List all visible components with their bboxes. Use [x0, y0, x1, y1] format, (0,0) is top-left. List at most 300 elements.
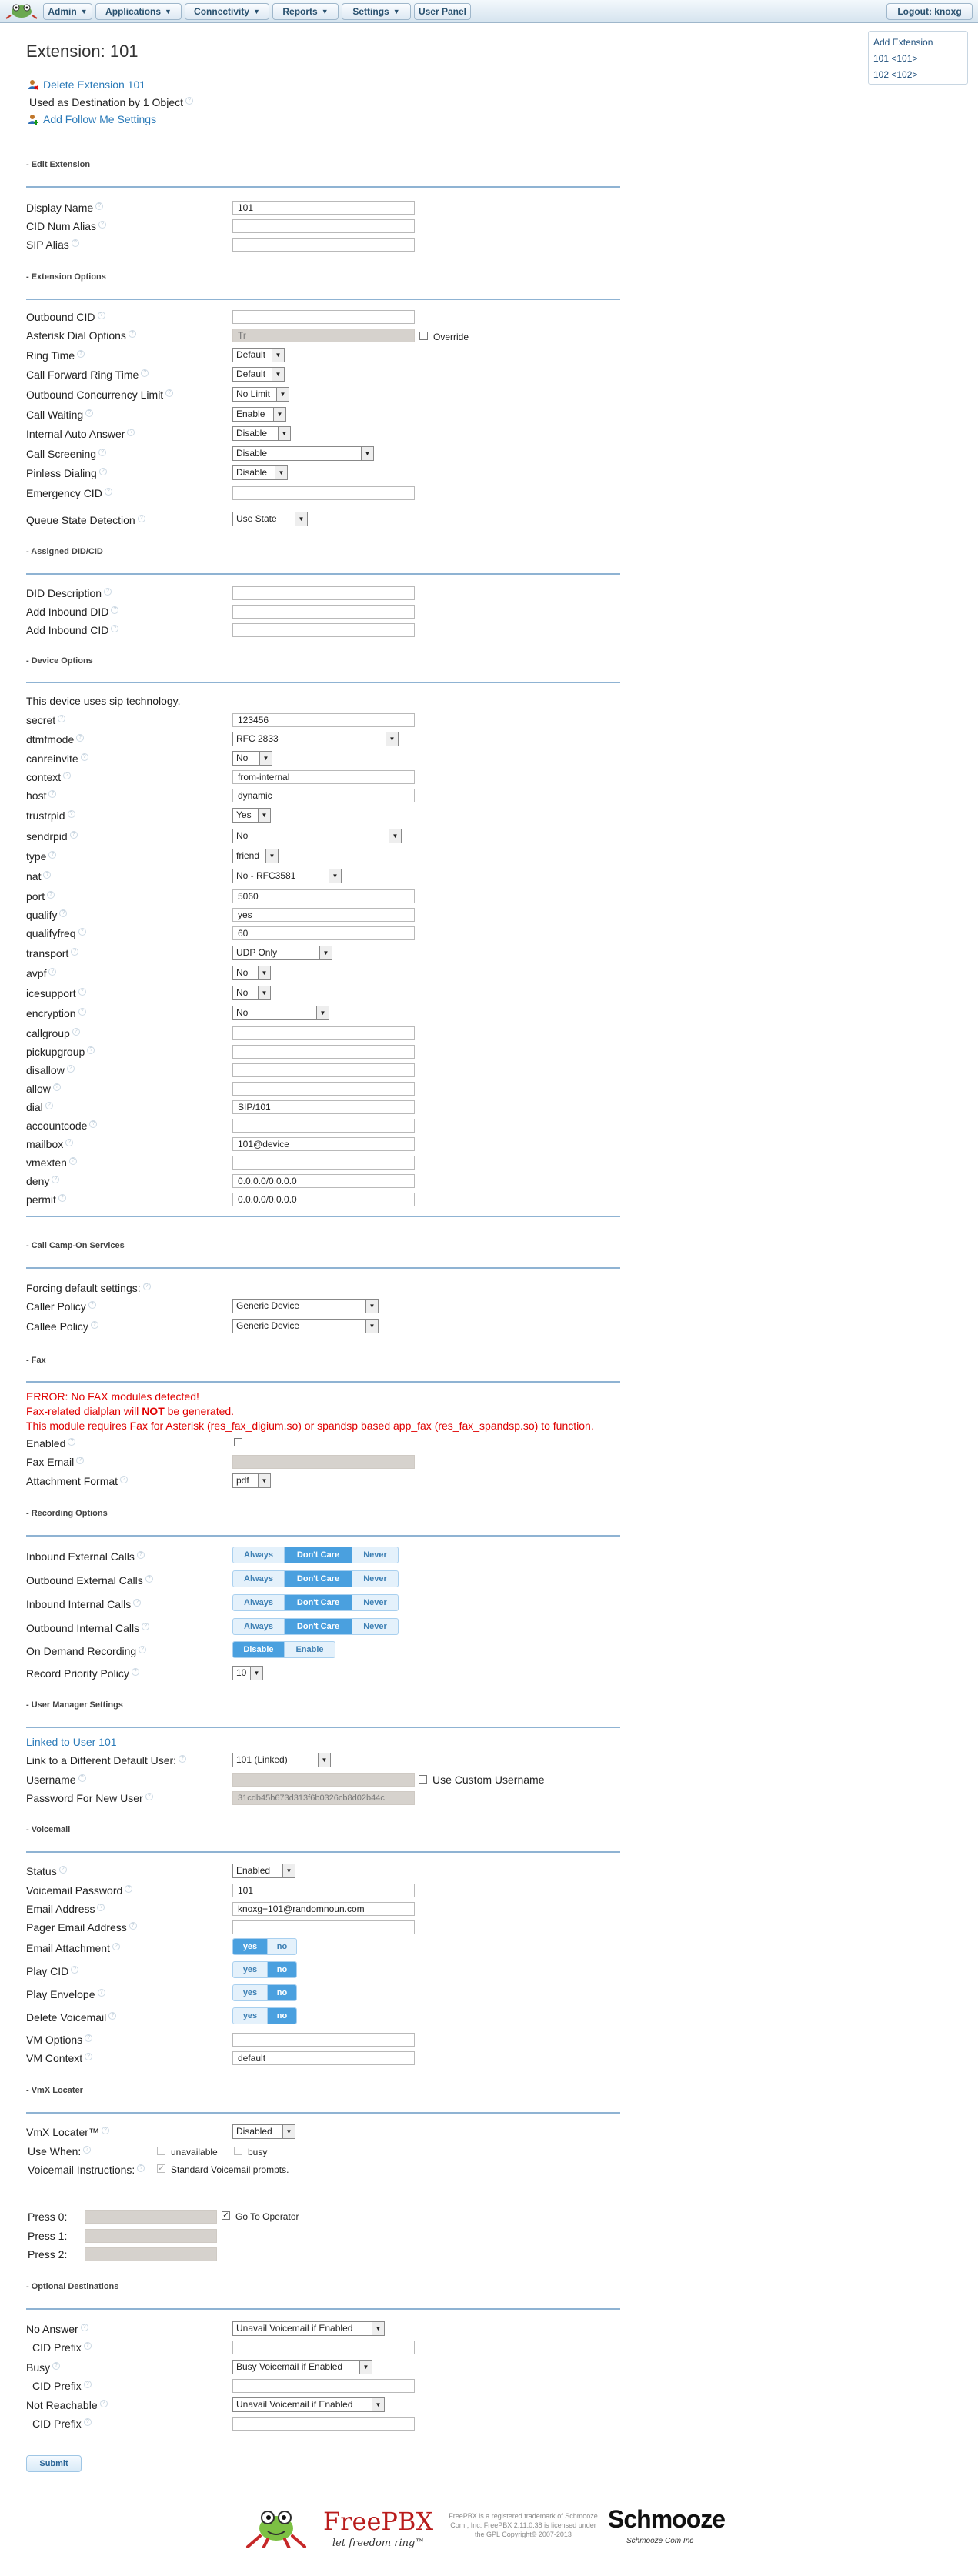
emergency-cid-input[interactable] [232, 486, 415, 500]
help-icon[interactable]: ? [48, 968, 56, 976]
override-label: Override [433, 332, 469, 342]
deny-label: deny ? [26, 1175, 59, 1187]
help-icon[interactable]: ? [100, 2400, 108, 2407]
user-add-icon [28, 114, 38, 125]
concurrency-limit-label: Outbound Concurrency Limit ? [26, 389, 173, 401]
help-icon[interactable]: ? [84, 2342, 92, 2350]
vm-instructions-label: Voicemail Instructions: ? [28, 2164, 145, 2176]
dtmfmode-select[interactable]: RFC 2833 ▼ [232, 732, 399, 746]
delete-voicemail-radio [232, 2007, 297, 2024]
cid-prefix-label: CID Prefix ? [32, 2380, 92, 2392]
help-icon[interactable]: ? [48, 851, 56, 859]
qualify-input[interactable]: yes [232, 908, 415, 922]
radio-no[interactable]: no [267, 1962, 296, 1977]
fax-email-input [232, 1455, 415, 1469]
help-icon[interactable]: ? [81, 753, 88, 761]
section-edit-extension[interactable]: - Edit Extension [26, 160, 91, 169]
help-icon[interactable]: ? [48, 790, 56, 798]
help-icon[interactable]: ? [127, 429, 135, 436]
nav-connectivity[interactable]: Connectivity ▼ [185, 3, 269, 20]
pickupgroup-label: pickupgroup ? [26, 1046, 95, 1058]
radio-no[interactable]: no [267, 1939, 296, 1954]
section-divider [26, 1267, 620, 1269]
forcing-default-text: Forcing default settings: ? [26, 1282, 151, 1294]
nat-select[interactable]: No - RFC3581 ▼ [232, 869, 342, 883]
busy-label: busy [248, 2147, 268, 2157]
radio-dont-care[interactable]: Don't Care [284, 1619, 352, 1634]
help-icon[interactable]: ? [165, 389, 173, 397]
help-icon[interactable]: ? [84, 2418, 92, 2426]
logout-button[interactable]: Logout: knoxg [886, 3, 973, 20]
vm-status-select[interactable]: Enabled ▼ [232, 1864, 295, 1878]
dial-label: dial ? [26, 1101, 53, 1113]
radio-dont-care[interactable]: Don't Care [284, 1595, 352, 1610]
radio-always[interactable]: Always [244, 1550, 273, 1560]
help-icon[interactable]: ? [72, 239, 79, 247]
help-icon[interactable]: ? [133, 1599, 141, 1607]
help-icon[interactable]: ? [98, 1989, 105, 1997]
not-reachable-cid-prefix-input[interactable] [232, 2417, 415, 2431]
help-icon[interactable]: ? [129, 1922, 137, 1930]
dtmfmode-label: dtmfmode ? [26, 733, 84, 746]
help-icon[interactable]: ? [137, 2164, 145, 2172]
radio-never[interactable]: Never [352, 1547, 398, 1563]
help-icon[interactable]: ? [58, 1194, 66, 1202]
help-icon[interactable]: ? [65, 1139, 73, 1146]
used-as-destination-text: Used as Destination by 1 Object ? [29, 96, 193, 108]
caller-policy-select[interactable]: Generic Device ▼ [232, 1299, 379, 1313]
help-icon[interactable]: ? [105, 488, 112, 496]
help-icon[interactable]: ? [83, 2146, 91, 2154]
help-icon[interactable]: ? [91, 1321, 98, 1329]
radio-never[interactable]: Never [352, 1619, 398, 1634]
help-icon[interactable]: ? [59, 1866, 67, 1874]
section-recording-options[interactable]: - Recording Options [26, 1509, 108, 1518]
pinless-dialing-label: Pinless Dialing ? [26, 467, 107, 479]
record-priority-select[interactable]: 10 ▼ [232, 1666, 263, 1680]
help-icon[interactable]: ? [138, 515, 145, 522]
chevron-down-icon: ▼ [253, 8, 260, 15]
help-icon[interactable]: ? [78, 1008, 86, 1016]
help-icon[interactable]: ? [76, 1457, 84, 1464]
host-label: host ? [26, 789, 56, 802]
help-icon[interactable]: ? [102, 2127, 109, 2134]
help-icon[interactable]: ? [111, 625, 118, 632]
ring-time-label: Ring Time ? [26, 349, 85, 362]
callgroup-input[interactable] [232, 1026, 415, 1040]
attachment-format-label: Attachment Format ? [26, 1475, 128, 1487]
vm-pager-email-label: Pager Email Address ? [26, 1921, 137, 1934]
accountcode-input[interactable] [232, 1119, 415, 1133]
permit-input[interactable]: 0.0.0.0/0.0.0.0 [232, 1193, 415, 1206]
help-icon[interactable]: ? [81, 2324, 88, 2331]
extension-list-sidebar [868, 31, 968, 85]
qualify-label: qualify ? [26, 909, 67, 921]
queue-state-select[interactable]: Use State ▼ [232, 512, 308, 526]
default-user-select[interactable]: 101 (Linked) ▼ [232, 1753, 331, 1767]
help-icon[interactable]: ? [63, 772, 71, 779]
type-label: type ? [26, 850, 56, 863]
help-icon[interactable]: ? [71, 948, 78, 956]
play-envelope-radio [232, 1984, 297, 2001]
type-select[interactable]: friend ▼ [232, 849, 279, 863]
help-icon[interactable]: ? [84, 2381, 92, 2388]
help-icon[interactable]: ? [132, 1668, 139, 1676]
deny-input[interactable]: 0.0.0.0/0.0.0.0 [232, 1174, 415, 1188]
sidebar-item-102[interactable]: 102 <102> [873, 69, 918, 80]
freepbx-tagline: let freedom ring™ [332, 2538, 426, 2549]
section-divider [26, 2112, 620, 2114]
emergency-cid-label: Emergency CID ? [26, 487, 112, 499]
outbound-cid-input[interactable] [232, 310, 415, 324]
section-divider [26, 299, 620, 300]
inbound-internal-calls-label: Inbound Internal Calls ? [26, 1598, 141, 1610]
radio-always[interactable]: Always [244, 1598, 273, 1607]
unavailable-label: unavailable [171, 2147, 218, 2157]
help-icon[interactable]: ? [112, 1943, 120, 1950]
fax-enabled-label: Enabled ? [26, 1437, 75, 1450]
help-icon[interactable]: ? [98, 312, 105, 319]
outbound-external-calls-radio [232, 1570, 399, 1587]
concurrency-limit-select[interactable]: No Limit ▼ [232, 387, 289, 402]
section-optional-destinations[interactable]: - Optional Destinations [26, 2282, 119, 2291]
help-icon[interactable]: ? [77, 350, 85, 358]
radio-always[interactable]: Always [244, 1622, 273, 1631]
outbound-internal-calls-radio [232, 1618, 399, 1635]
vm-email-label: Email Address ? [26, 1903, 105, 1915]
help-icon[interactable]: ? [143, 1283, 151, 1290]
nav-admin[interactable]: Admin ▼ [43, 3, 92, 20]
cid-prefix-label: CID Prefix ? [32, 2341, 92, 2354]
section-call-camp-on[interactable]: - Call Camp-On Services [26, 1241, 125, 1250]
top-nav-bar [0, 0, 978, 23]
footer-legal-text: FreePBX is a registered trademark of Schmooze Com., Inc. FreePBX 2.11.0.38 is licensed under the GPL Copyright© 2007-2013 [449, 2512, 598, 2538]
radio-never[interactable]: Never [352, 1595, 398, 1610]
help-icon[interactable]: ? [43, 871, 51, 879]
help-icon[interactable]: ? [97, 1904, 105, 1911]
help-icon[interactable]: ? [85, 2034, 92, 2042]
port-input[interactable]: 5060 [232, 889, 415, 903]
help-icon[interactable]: ? [87, 1046, 95, 1054]
play-cid-label: Play CID ? [26, 1965, 78, 1977]
help-icon[interactable]: ? [99, 468, 107, 475]
device-technology-text: This device uses sip technology. [26, 695, 181, 707]
transport-label: transport ? [26, 947, 78, 959]
ring-time-select[interactable]: Default ▼ [232, 348, 285, 362]
nav-applications[interactable]: Applications ▼ [95, 3, 182, 20]
section-extension-options[interactable]: - Extension Options [26, 272, 106, 282]
radio-never[interactable]: Never [352, 1571, 398, 1587]
user-delete-icon [28, 79, 38, 90]
radio-dont-care[interactable]: Don't Care [284, 1571, 352, 1587]
mailbox-label: mailbox ? [26, 1138, 73, 1150]
caller-policy-label: Caller Policy ? [26, 1300, 96, 1313]
help-icon[interactable]: ? [58, 715, 65, 722]
sidebar-item-add-extension[interactable]: Add Extension [873, 37, 933, 48]
help-icon[interactable]: ? [145, 1575, 153, 1583]
radio-enable[interactable]: Enable [284, 1642, 335, 1657]
encryption-select[interactable]: No ▼ [232, 1006, 329, 1020]
radio-yes[interactable]: yes [242, 2011, 258, 2020]
go-to-operator-label: Go To Operator [235, 2211, 299, 2222]
vmexten-label: vmexten ? [26, 1156, 77, 1169]
pinless-dialing-select[interactable]: Disable ▼ [232, 465, 288, 480]
inbound-external-calls-label: Inbound External Calls ? [26, 1550, 145, 1563]
outbound-cid-label: Outbound CID ? [26, 311, 105, 323]
add-follow-me-link[interactable]: Add Follow Me Settings [28, 113, 156, 125]
trustrpid-select[interactable]: Yes ▼ [232, 808, 271, 823]
section-voicemail[interactable]: - Voicemail [26, 1825, 71, 1834]
fax-error-message: ERROR: No FAX modules detected! [26, 1390, 199, 1403]
section-divider [26, 682, 620, 683]
call-waiting-select[interactable]: Enable ▼ [232, 407, 286, 422]
section-divider [26, 1381, 620, 1383]
chevron-down-icon: ▼ [321, 8, 329, 15]
freepbx-frog-logo-icon [245, 2505, 308, 2548]
use-when-label: Use When: ? [28, 2145, 91, 2157]
help-icon[interactable]: ? [67, 1065, 75, 1073]
custom-username-label: Use Custom Username [432, 1774, 545, 1786]
nat-label: nat ? [26, 870, 51, 883]
help-icon[interactable]: ? [71, 1966, 78, 1974]
press-0-label: Press 0: [28, 2211, 68, 2223]
add-inbound-did-input[interactable] [232, 605, 415, 619]
help-icon[interactable]: ? [52, 1176, 59, 1183]
help-icon[interactable]: ? [52, 2362, 60, 2370]
section-fax[interactable]: - Fax [26, 1356, 46, 1365]
asterisk-dial-options-label: Asterisk Dial Options ? [26, 329, 136, 342]
vm-options-input[interactable] [232, 2033, 415, 2047]
help-icon[interactable]: ? [85, 2053, 92, 2060]
schmooze-logo[interactable]: Schmooze [608, 2505, 726, 2533]
did-description-input[interactable] [232, 586, 415, 600]
queue-state-label: Queue State Detection ? [26, 514, 145, 526]
avpf-select[interactable]: No ▼ [232, 966, 271, 980]
help-icon[interactable]: ? [78, 928, 86, 936]
username-label: Username ? [26, 1774, 86, 1786]
linked-user-link[interactable]: Linked to User 101 [26, 1736, 117, 1748]
help-icon[interactable]: ? [120, 1476, 128, 1483]
display-name-label: Display Name ? [26, 202, 103, 214]
sip-alias-input[interactable] [232, 238, 415, 252]
help-icon[interactable]: ? [95, 202, 103, 210]
help-icon[interactable]: ? [98, 221, 106, 229]
trustrpid-label: trustrpid ? [26, 809, 75, 822]
nav-user-panel[interactable]: User Panel [414, 3, 471, 20]
vm-context-input[interactable]: default [232, 2051, 415, 2065]
add-inbound-cid-input[interactable] [232, 623, 415, 637]
section-assigned-did[interactable]: - Assigned DID/CID [26, 547, 103, 556]
delete-extension-link[interactable]: Delete Extension 101 [28, 78, 145, 91]
nav-reports[interactable]: Reports ▼ [272, 3, 339, 20]
busy-cid-prefix-input[interactable] [232, 2379, 415, 2393]
play-envelope-label: Play Envelope ? [26, 1988, 105, 2000]
help-icon[interactable]: ? [139, 1646, 146, 1653]
radio-disable[interactable]: Disable [233, 1642, 284, 1657]
section-divider [26, 186, 620, 188]
vm-email-input[interactable]: knoxg+101@randomnoun.com [232, 1902, 415, 1916]
pickupgroup-input[interactable] [232, 1045, 415, 1059]
record-priority-label: Record Priority Policy ? [26, 1667, 139, 1680]
password-new-user-label: Password For New User ? [26, 1792, 153, 1804]
press-1-input [85, 2229, 217, 2243]
schmooze-subtitle: Schmooze Com Inc [626, 2537, 694, 2545]
busy-select[interactable]: Busy Voicemail if Enabled ▼ [232, 2360, 372, 2374]
secret-input[interactable]: 123456 [232, 713, 415, 727]
help-icon[interactable]: ? [45, 1102, 53, 1109]
help-icon[interactable]: ? [137, 1551, 145, 1559]
allow-input[interactable] [232, 1082, 415, 1096]
help-icon[interactable]: ? [78, 1774, 86, 1782]
cf-ring-time-label: Call Forward Ring Time ? [26, 369, 149, 381]
no-answer-cid-prefix-input[interactable] [232, 2341, 415, 2354]
help-icon[interactable]: ? [85, 409, 93, 417]
section-device-options[interactable]: - Device Options [26, 656, 93, 666]
fax-email-label: Fax Email ? [26, 1456, 84, 1468]
no-answer-select[interactable]: Unavail Voicemail if Enabled ▼ [232, 2321, 385, 2336]
section-vmx-locater[interactable]: - VmX Locater [26, 2086, 83, 2095]
cid-num-alias-input[interactable] [232, 219, 415, 233]
outbound-internal-calls-label: Outbound Internal Calls ? [26, 1622, 149, 1634]
dial-input[interactable]: SIP/101 [232, 1100, 415, 1114]
go-to-operator-checkbox[interactable]: ✓ [222, 2211, 229, 2220]
callee-policy-label: Callee Policy ? [26, 1320, 98, 1333]
icesupport-label: icesupport ? [26, 987, 86, 999]
vmx-locater-select[interactable]: Disabled ▼ [232, 2124, 295, 2139]
freepbx-logo-icon[interactable] [5, 2, 38, 20]
attachment-format-select[interactable]: pdf ▼ [232, 1473, 271, 1488]
vm-options-label: VM Options ? [26, 2034, 92, 2046]
override-checkbox[interactable] [419, 332, 428, 340]
password-new-user-input: 31cdb45b673d313f6b0326cb8d02b44c [232, 1791, 415, 1805]
radio-yes[interactable]: yes [233, 1939, 267, 1954]
unavailable-checkbox[interactable] [157, 2147, 165, 2155]
link-different-user-label: Link to a Different Default User: ? [26, 1754, 186, 1767]
help-icon[interactable]: ? [185, 97, 193, 105]
busy-checkbox[interactable] [234, 2147, 242, 2155]
sidebar-item-101[interactable]: 101 <101> [873, 53, 918, 64]
help-icon[interactable]: ? [111, 606, 118, 614]
help-icon[interactable]: ? [88, 1301, 96, 1309]
standard-prompts-label: Standard Voicemail prompts. [171, 2164, 289, 2175]
fax-dialplan-warning: Fax-related dialplan will NOT be generated. [26, 1405, 235, 1417]
did-description-label: DID Description ? [26, 587, 112, 599]
canreinvite-select[interactable]: No ▼ [232, 751, 272, 766]
email-attachment-label: Email Attachment ? [26, 1942, 120, 1954]
vm-password-input[interactable]: 101 [232, 1884, 415, 1897]
internal-auto-answer-label: Internal Auto Answer ? [26, 428, 135, 440]
sendrpid-select[interactable]: No ▼ [232, 829, 402, 843]
on-demand-recording-radio [232, 1641, 335, 1658]
help-icon[interactable]: ? [179, 1755, 186, 1763]
help-icon[interactable]: ? [125, 1885, 132, 1893]
display-name-input[interactable]: 101 [232, 201, 415, 215]
submit-button[interactable]: Submit [26, 2455, 82, 2472]
help-icon[interactable]: ? [141, 369, 149, 377]
help-icon[interactable]: ? [76, 734, 84, 742]
internal-auto-answer-select[interactable]: Disable ▼ [232, 426, 291, 441]
not-reachable-label: Not Reachable ? [26, 2399, 108, 2411]
help-icon[interactable]: ? [72, 1028, 80, 1036]
radio-always[interactable]: Always [244, 1574, 273, 1583]
encryption-label: encryption ? [26, 1007, 86, 1019]
chevron-down-icon: ▼ [392, 8, 400, 15]
sendrpid-label: sendrpid ? [26, 830, 78, 843]
help-icon[interactable]: ? [98, 449, 106, 456]
help-icon[interactable]: ? [129, 330, 136, 338]
vm-pager-email-input[interactable] [232, 1920, 415, 1934]
help-icon[interactable]: ? [69, 1157, 77, 1165]
freepbx-wordmark: FreePBX [323, 2507, 434, 2536]
section-divider [26, 1216, 620, 1217]
asterisk-dial-options-input: Tr [232, 329, 415, 342]
help-icon[interactable]: ? [68, 810, 75, 818]
call-screening-select[interactable]: Disable ▼ [232, 446, 374, 461]
help-icon[interactable]: ? [47, 891, 55, 899]
disallow-label: disallow ? [26, 1064, 75, 1076]
help-icon[interactable]: ? [68, 1438, 75, 1446]
help-icon[interactable]: ? [70, 831, 78, 839]
radio-yes[interactable]: yes [242, 1988, 258, 1997]
radio-yes[interactable]: yes [242, 1965, 258, 1974]
radio-no[interactable]: no [267, 2008, 296, 2024]
context-input[interactable]: from-internal [232, 770, 415, 784]
vmexten-input[interactable] [232, 1156, 415, 1170]
help-icon[interactable]: ? [142, 1623, 149, 1630]
standard-prompts-checkbox[interactable]: ✓ [158, 2164, 165, 2173]
no-answer-label: No Answer ? [26, 2323, 88, 2335]
fax-enabled-checkbox[interactable] [234, 1438, 242, 1446]
host-input[interactable]: dynamic [232, 789, 415, 802]
section-user-manager[interactable]: - User Manager Settings [26, 1700, 123, 1710]
help-icon[interactable]: ? [145, 1793, 153, 1800]
add-inbound-cid-label: Add Inbound CID ? [26, 624, 118, 636]
help-icon[interactable]: ? [59, 909, 67, 917]
help-icon[interactable]: ? [89, 1120, 97, 1128]
help-icon[interactable]: ? [53, 1083, 61, 1091]
callee-policy-select[interactable]: Generic Device ▼ [232, 1319, 379, 1333]
username-input [232, 1773, 415, 1787]
play-cid-radio [232, 1961, 297, 1978]
qualifyfreq-label: qualifyfreq ? [26, 927, 86, 939]
disallow-input[interactable] [232, 1063, 415, 1077]
nav-settings[interactable]: Settings ▼ [342, 3, 411, 20]
avpf-label: avpf ? [26, 967, 56, 979]
help-icon[interactable]: ? [104, 588, 112, 596]
cid-prefix-label: CID Prefix ? [32, 2418, 92, 2430]
radio-dont-care[interactable]: Don't Care [284, 1547, 352, 1563]
cid-num-alias-label: CID Num Alias ? [26, 220, 106, 232]
qualifyfreq-input[interactable]: 60 [232, 926, 415, 940]
callgroup-label: callgroup ? [26, 1027, 80, 1039]
help-icon[interactable]: ? [108, 2012, 116, 2020]
help-icon[interactable]: ? [78, 988, 86, 996]
page-title: Extension: 101 [26, 42, 139, 61]
accountcode-label: accountcode ? [26, 1119, 97, 1132]
not-reachable-select[interactable]: Unavail Voicemail if Enabled ▼ [232, 2397, 385, 2412]
mailbox-input[interactable]: 101@device [232, 1137, 415, 1151]
permit-label: permit ? [26, 1193, 66, 1206]
vmx-locater-label: VmX Locater™ ? [26, 2126, 109, 2138]
allow-label: allow ? [26, 1083, 61, 1095]
radio-no[interactable]: no [267, 1985, 296, 2000]
icesupport-select[interactable]: No ▼ [232, 986, 271, 1000]
cf-ring-time-select[interactable]: Default ▼ [232, 367, 285, 382]
call-waiting-label: Call Waiting ? [26, 409, 93, 421]
custom-username-checkbox[interactable] [419, 1775, 427, 1784]
transport-select[interactable]: UDP Only ▼ [232, 946, 332, 960]
press-2-input [85, 2247, 217, 2261]
